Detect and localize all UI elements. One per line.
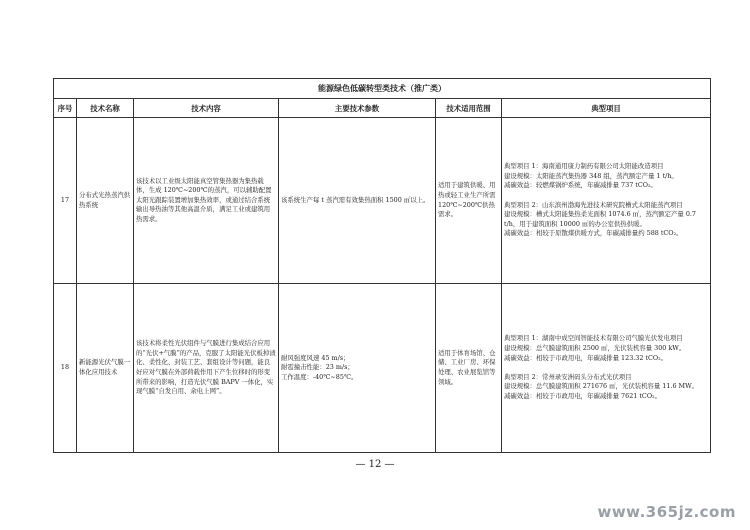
header-content: 技术内容 — [134, 99, 279, 118]
tech-projects: 典型项目 1：海南通用康力制药有限公司太阳能改造项目 建设规模：太阳能蒸汽集热器 348 组，蒸汽额定产量 1 t/h。 减碳效益：较燃煤锅炉系统，年碳减排量 737 tCO₂。 典型项目 2：山东滨州渤海先进技术研究院槽式太阳能蒸汽项目 建设规模：槽式太阳能集热柔光面积 1074.6 ㎡，蒸汽额定产量 0.7 t/h，用于建筑面积 10000 ㎡的办公室供热供暖。 减碳效益：相较于原散煤供暖方式，年碳减排量约 588 tCO₂。 — [502, 118, 711, 284]
header-projects: 典型项目 — [502, 99, 711, 118]
technology-table — [53, 78, 711, 453]
table-title-row — [54, 79, 711, 99]
tech-name: 分布式光热蒸汽供热系统 — [77, 118, 134, 284]
tech-scope: 适用于体育场馆、仓储、工业厂房、环保处理、农业展览馆等领域。 — [436, 284, 502, 453]
tech-name: 新能源光伏气膜一体化应用技术 — [77, 284, 134, 453]
table-row — [54, 284, 711, 453]
table-header-row — [54, 99, 711, 118]
table-title: 能源绿色低碳转型类技术（推广类） — [54, 79, 711, 99]
header-scope: 技术适用范围 — [436, 99, 502, 118]
tech-params: 该系统生产每 t 蒸汽需有效集热面积 1500 ㎡以上。 — [279, 118, 436, 284]
tech-params: 耐风强度风速 45 m/s； 耐雹撞击性能：23 m/s； 工作温度：-40℃~85℃。 — [279, 284, 436, 453]
row-no: 18 — [54, 284, 77, 453]
tech-scope: 适用于建筑供暖、用热或轻工业生产所需120℃~200℃供热需求。 — [436, 118, 502, 284]
tech-content: 该技术以工业级太阳能真空管集热器为集热载体，生成 120℃~200℃的蒸汽，可以辅助配置太阳光跟踪装置增加集热效率，或通过结合系统输出导热油等其他高温介质，满足工业或建筑用热需求。 — [134, 118, 279, 284]
site-watermark: www.365jz.com — [597, 503, 736, 521]
tech-projects: 典型项目 1：湖南中成空间智能技术有限公司气膜光伏发电项目 建设规模：总气膜建筑面积 2500 ㎡，光伏装机容量 300 kW。 减碳效益：相较于市政用电，年碳减排量 123.32 tCO₂。 典型项目 2：常州录安洲码头分布式光伏项目 建设规模：总气膜建筑面积 271676 ㎡，光伏装机容量 11.6 MW。 减碳效益：相较于市政用电，年碳减排量 7621 tCO₂。 — [502, 284, 711, 453]
header-params: 主要技术参数 — [279, 99, 436, 118]
page-number: — 12 — — [355, 459, 395, 470]
header-name: 技术名称 — [77, 99, 134, 118]
header-no: 序号 — [54, 99, 77, 118]
row-no: 17 — [54, 118, 77, 284]
tech-content: 该技术将柔性光伏组件与气膜进行集成结合应用的“光伏+气膜”的产品，克服了太阳能光伏板掉渍化、柔性化、封装工艺、套组设计等问题，能良好应对气膜在外部荷载作用下产生位移时的形变所带来的影响，打造光伏气膜 BAPV 一体化，实现气膜“自发自用、余电上网”。 — [134, 284, 279, 453]
table-row — [54, 118, 711, 284]
